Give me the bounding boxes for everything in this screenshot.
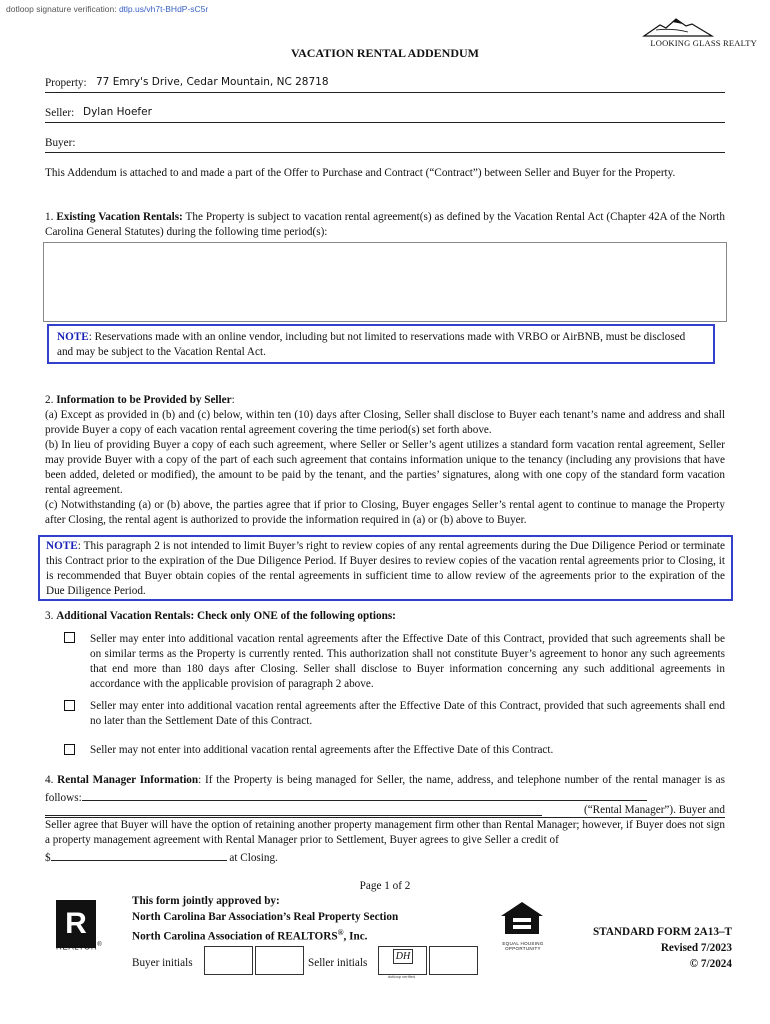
form-identifier: [593, 924, 732, 972]
option-3-checkbox[interactable]: [64, 744, 75, 755]
section-4-heading: Rental Manager Information: [57, 774, 199, 786]
form-name: STANDARD FORM 2A13–T: [592, 926, 732, 938]
section-2-a: (a) Except as provided in (b) and (c) below, within ten (10) days after Closing, Seller shall disclose to Buyer each tenant’s name and address and shall provide Buyer a copy of each vacation rental agreement covering the time period(s) set forth above.: [45, 409, 725, 436]
logo-text: LOOKING GLASS REALTY: [650, 38, 757, 48]
credit-amount-field[interactable]: [51, 848, 227, 861]
note-online-vendor: [47, 324, 715, 364]
rental-periods-box[interactable]: [43, 242, 727, 322]
option-3-text: Seller may not enter into additional vacation rental agreements after the Effective Date of this Contract.: [90, 744, 554, 756]
mountain-icon: [642, 16, 714, 38]
section-3-instruction: : Check only ONE of the following options:: [190, 610, 396, 622]
buyer-initials-label: Buyer initials: [132, 957, 193, 969]
section-3-heading: Additional Vacation Rentals: [56, 610, 191, 622]
section-1-text: The Property is subject to vacation rental agreement(s) as defined by the Vacation Rental Act (Chapter 42A of the North Carolina General Statutes) during the following time period(s):: [45, 211, 726, 238]
note-due-diligence: [38, 535, 733, 601]
section-4-text: : If the Property is being managed for Seller, the name, address, and telephone number of the rental manager is as follows:: [45, 774, 726, 804]
section-4-number: 4.: [45, 774, 54, 786]
seller-field[interactable]: [45, 106, 725, 123]
credit-row: [45, 848, 278, 866]
realtor-r-mark: R: [65, 907, 87, 940]
note-1-keyword: NOTE: [57, 331, 89, 343]
intro-paragraph: This Addendum is attached to and made a part of the Offer to Purchase and Contract (“Contract”) between Seller and Buyer for the Property.: [45, 167, 676, 179]
section-3: [45, 609, 725, 624]
section-4: [45, 773, 725, 806]
page-number: Page 1 of 2: [359, 880, 411, 892]
approved-line-3: [132, 925, 398, 945]
seller-initials-label: Seller initials: [308, 957, 368, 969]
rental-manager-label: (“Rental Manager”). Buyer and: [583, 804, 725, 816]
approved-line-3-inc: , Inc.: [343, 930, 368, 943]
realtor-reg-mark: ®: [97, 942, 103, 948]
equal-housing-logo: [499, 900, 547, 951]
section-3-number: 3.: [45, 610, 54, 622]
approval-block: [132, 893, 398, 945]
section-1-number: 1.: [45, 211, 54, 223]
rental-manager-line-1[interactable]: [82, 788, 647, 801]
note-2-text: : This paragraph 2 is not intended to limit Buyer’s right to review copies of any rental agreements during the Due Diligence Period or terminate this Contract prior to the expiration of the Due Diligence Period. If Buyer desires to review copies of the vacation rental agreements prior to Closing, it is recommended that Buyer obtain copies of the rental agreements in sufficient time to allow review of the agreements prior to the expiration of the Due Diligence Period.: [46, 540, 725, 597]
section-2-number: 2.: [45, 394, 54, 406]
form-revised: Revised 7/2023: [660, 942, 732, 954]
realtor-label-text: REALTOR: [56, 942, 98, 952]
section-2-c: (c) Notwithstanding (a) or (b) above, the parties agree that if prior to Closing, Buyer engages Seller’s rental agent to continue to manage the Property after Closing, the rental agent is authorized to provide the information required in (a) or (b) above to Buyer.: [45, 499, 725, 526]
section-1-heading: Existing Vacation Rentals:: [56, 211, 183, 223]
realtor-label: [56, 938, 102, 955]
verification-link[interactable]: dtlp.us/vh7t-BHdP-sC5r: [118, 4, 209, 14]
seller-label: Seller:: [45, 107, 75, 119]
dotloop-stamp: dotloop verified: [387, 974, 416, 979]
signature-verification: [6, 2, 208, 17]
currency-symbol: $: [45, 852, 51, 864]
property-value: 77 Emry's Drive, Cedar Mountain, NC 28718: [96, 76, 329, 88]
note-1-text: : Reservations made with an online vendor, including but not limited to reservations made with VRBO or AirBNB, must be disclosed and may be subject to the Vacation Rental Act.: [57, 331, 686, 358]
section-2-b: (b) In lieu of providing Buyer a copy of each such agreement, where Seller or Seller’s agent utilizes a standard form vacation rental agreement, Seller may provide Buyer with a copy of the part of each such agreement that contains information unique to the tenancy (including any provisions that have been added, deleted or modified), the amount to be paid by the tenant, and the parties’ signatures, along with one copy of the standard form vacation rental agreement.: [45, 439, 725, 496]
section-2-heading: Information to be Provided by Seller: [56, 394, 232, 406]
approved-line-1: This form jointly approved by:: [132, 895, 280, 907]
rental-manager-line-2[interactable]: [45, 803, 542, 816]
seller-value: Dylan Hoefer: [83, 106, 152, 118]
property-label: Property:: [45, 77, 87, 89]
rental-manager-row: [45, 803, 725, 818]
reg-mark: ®: [337, 928, 344, 937]
seller-initial-box-2[interactable]: [429, 946, 478, 975]
at-closing-text: at Closing.: [229, 852, 278, 864]
section-4-continued: Seller agree that Buyer will have the option of retaining another property management firm other than Rental Manager; however, if Buyer does not sign a property management agreement with Rental Manager prior to Settlement, Buyer agrees to give Seller a credit of: [45, 819, 725, 846]
buyer-initial-box-1[interactable]: [204, 946, 253, 975]
buyer-initial-box-2[interactable]: [255, 946, 304, 975]
approved-line-2: North Carolina Bar Association’s Real Property Section: [132, 911, 399, 923]
equal-housing-icon: [499, 900, 545, 936]
page-title: VACATION RENTAL ADDENDUM: [290, 46, 480, 60]
option-2-checkbox[interactable]: [64, 700, 75, 711]
note-2-keyword: NOTE: [46, 540, 78, 552]
section-2: 2. Information to be Provided by Seller: (a) Except as provided in (b) and (c) below, within ten (10) days after Closing, Seller shall disclose to Buyer each tenant’s name and address and shall provide Buyer a copy of each vacation rental agreement covering the time period(s) set forth above. (b) In lieu of providing Buyer a copy of each such agreement, where Seller or Seller’s agent utilizes a standard form vacation rental agreement, Seller may provide Buyer with a copy of the part of each such agreement that contains information unique to the tenancy (including any provisions that have been added, deleted or modified), the amount to be paid by the tenant, and the parties’ signatures, along with one copy of the standard form vacation rental agreement. (c) Notwithstanding (a) or (b) above, the parties agree that if prior to Closing, Buyer engages Seller’s rental agent to continue to manage the Property after Closing, the rental agent is authorized to provide the information required in (a) or (b) above to Buyer.: [45, 394, 725, 526]
approved-line-3-text: North Carolina Association of REALTORS: [132, 930, 338, 943]
option-2-text: Seller may enter into additional vacation rental agreements after the Effective Date of this Contract, provided that such agreements shall end no later than the Settlement Date of this Contract.: [90, 700, 725, 727]
section-1: [45, 210, 725, 240]
option-1-text: Seller may enter into additional vacation rental agreements after the Effective Date of this Contract, provided that such agreements shall be on similar terms as the Property is currently rented. This authorization shall not constitute Buyer’s agreement to honor any such agreements that end more than 180 days after Closing. Seller shall disclose to Buyer information concerning any such additional agreements in accordance with the applicable provision of paragraph 2 above.: [90, 633, 725, 690]
seller-initial-signature: DH: [393, 949, 413, 964]
verification-label: dotloop signature verification:: [6, 4, 117, 14]
property-field[interactable]: [45, 76, 725, 93]
buyer-label: Buyer:: [45, 137, 76, 149]
equal-housing-label: EQUAL HOUSING OPPORTUNITY: [502, 941, 544, 951]
seller-initial-box-1[interactable]: [378, 946, 427, 975]
buyer-field[interactable]: [45, 136, 725, 153]
option-1-checkbox[interactable]: [64, 632, 75, 643]
form-copyright: © 7/2024: [689, 958, 732, 970]
